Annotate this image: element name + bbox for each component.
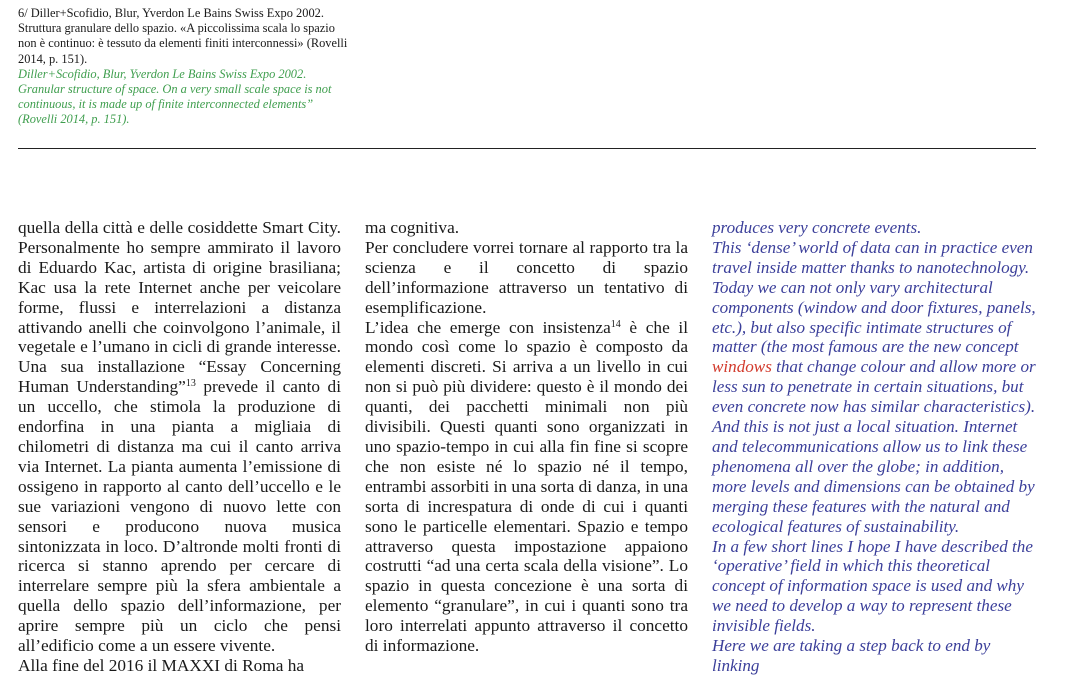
text-line: This ‘dense’ world of data can in practice even <box>712 237 1033 257</box>
text-line: In a few short lines I hope I have described the <box>712 536 1033 556</box>
text-line: travel inside matter thanks to nanotechnology. <box>712 257 1030 277</box>
caption-italian: 6/ Diller+Scofidio, Blur, Yverdon Le Bains Swiss Expo 2002. Struttura granulare dello spazio. «A piccolissima scala lo spazio non è continuo: è tessuto da elementi finiti interconnessi» (Rovelli 2014, p. 151). <box>18 6 348 66</box>
text-column-1 <box>18 218 341 676</box>
text-line: produces very concrete events. <box>712 218 922 237</box>
text-line: Today we can not only vary architectural <box>712 277 993 297</box>
text-line: concept of information space is used and why <box>712 576 1024 596</box>
horizontal-divider <box>18 148 1036 149</box>
paragraph: ma cognitiva. <box>365 218 460 237</box>
text-column-2 <box>365 218 688 656</box>
text-line: and telecommunications allow us to link these <box>712 436 1028 456</box>
paragraph: Per concludere vorrei tornare al rapporto tra la scienza e il concetto di spazio dell’informazione attraverso un tentativo di esemplificazione. <box>365 237 688 317</box>
text-line: ‘operative’ field in which this theoretical <box>712 556 991 576</box>
text-line: matter (the most famous are the new concept <box>712 337 1019 357</box>
text-line: etc.), but also specific intimate structures of <box>712 317 1012 337</box>
text-line: merging these features with the natural and <box>712 496 1010 516</box>
text-run: that change colour and allow more or <box>771 357 1036 377</box>
paragraph <box>365 318 688 656</box>
text-line: more levels and dimensions can be obtained by <box>712 476 1035 496</box>
text-line: invisible fields. <box>712 616 816 636</box>
english-translation-column <box>712 218 1042 676</box>
text-run: prevede il canto di un uccello, che stimola la produzione di endorfina in una pianta a migliaia di chilometri di distanza ma cui il canto arriva via Internet. La pianta aumenta l’emissione di ossigeno in rapporto al canto dell’uccello e le sue variazioni vengono di nuovo lette con sensori e producono nuova musica sintonizzata in loco. D’altronde molti fronti di ricerca si stanno aprendo per cercare di interrelare sempre più la sfera ambientale a quella dello spazio dell’informazione, per aprire sempre più un ciclo che pensi all’edificio come a un essere vivente. <box>18 377 341 656</box>
text-line: phenomena all over the globe; in addition, <box>712 456 1004 476</box>
text-run: quella della città e delle cosiddette Smart City. Personalmente ho sempre ammirato il lavoro di Eduardo Kac, artista di origine brasiliana; Kac usa la rete Internet anche per veicolare forme, flussi e interrelazioni a distanza attivando anelli che coinvolgono l’animale, il vegetale e l’umano in cicli di grande interesse. Una sua installazione “Essay Concerning Human Understanding” <box>18 218 341 397</box>
text-line: even concrete now has similar characteristics). <box>712 397 1036 417</box>
text-line: components (window and door fixtures, panels, <box>712 297 1036 317</box>
text-line: less sun to penetrate in certain situations, but <box>712 377 1024 397</box>
text-run: è che il mondo così come lo spazio è composto da elementi discreti. Si arriva a un livello in cui non si può più dividere: questo è il mondo dei quanti, dei pacchetti minimali non più divisibili. Questi quanti sono organizzati in uno spazio-tempo in cui alla fin fine si scopre che non esiste né lo spazio né il tempo, entrambi assorbiti in una sorta di danza, in una sorta di increspatura di onde di cui i quanti sono le particelle elementari. Spazio e tempo attraverso questa impostazione appaiono costrutti “ad una certa scala della visione”. Lo spazio in questa concezione è una sorta di elemento “granulare”, in cui i quanti sono tra loro interrelati appunto attraverso il concetto di informazione. <box>365 317 688 656</box>
text-line: And this is not just a local situation. Internet <box>712 417 1018 437</box>
text-line: Here we are taking a step back to end by linking <box>712 636 991 675</box>
footnote-ref-14: 14 <box>610 318 621 330</box>
highlighted-word: windows <box>712 357 772 377</box>
text-line: ecological features of sustainability. <box>712 516 960 536</box>
footnote-ref-13: 13 <box>185 378 196 390</box>
text-line <box>712 357 1042 377</box>
paragraph: Alla fine del 2016 il MAXXI di Roma ha <box>18 655 305 675</box>
figure-caption <box>18 6 348 128</box>
caption-english: Diller+Scofidio, Blur, Yverdon Le Bains Swiss Expo 2002. Granular structure of space. On a very small scale space is not continuous, it is made up of finite interconnected elements” (Rovelli 2014, p. 151). <box>18 66 332 127</box>
text-line: we need to develop a way to represent these <box>712 596 1012 616</box>
paragraph <box>18 218 341 656</box>
text-run: L’idea che emerge con insistenza <box>365 317 611 337</box>
